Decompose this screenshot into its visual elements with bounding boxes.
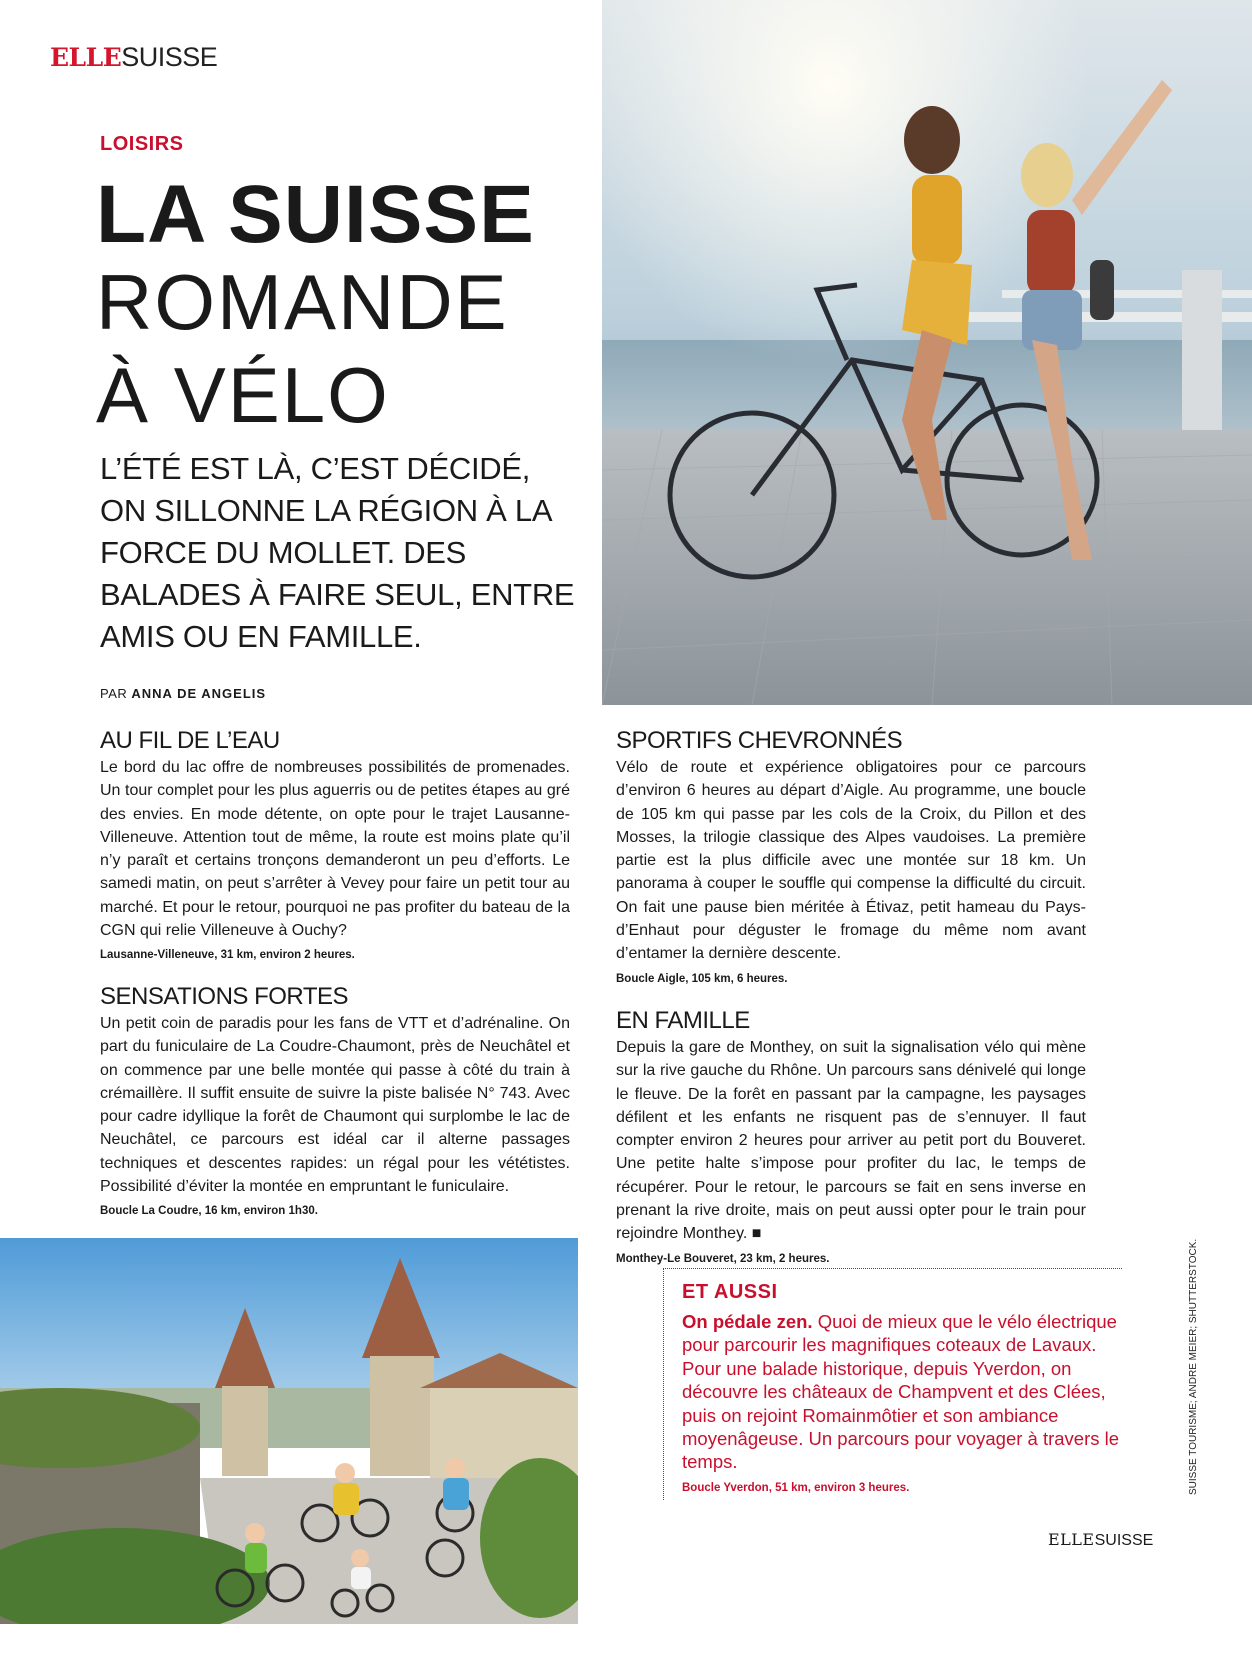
footer-brand-suisse: SUISSE (1094, 1532, 1154, 1549)
aside-route-info: Boucle Yverdon, 51 km, environ 3 heures. (682, 1481, 910, 1494)
headline-line-2: ROMANDE (96, 258, 509, 346)
brand-elle: ELLE (50, 43, 122, 72)
section-fil-de-leau (100, 728, 570, 968)
brand-suisse: SUISSE (121, 42, 218, 72)
section-sportifs-chevronnes (616, 728, 1086, 991)
route-info: Lausanne-Villeneuve, 31 km, environ 2 heures. (100, 949, 355, 962)
photo-credit-text: SUISSE TOURISME; ANDRE MEIER; SHUTTERSTOCK. (1188, 1238, 1199, 1495)
section-sensations-fortes (100, 984, 570, 1224)
aside-heading: ET AUSSI (682, 1281, 778, 1303)
headline-line-3: À VÉLO (96, 351, 390, 439)
section-body: Vélo de route et expérience obligatoires pour ce parcours d’environ 6 heures au départ d’Aigle. Au programme, une boucle de 105 km qui passe par les cols de la Croix, du Pillon et des Mosses, la trilogie classique des Alpes vaudoises. La première partie est la plus difficile avec une montée sur 18 km. Un panorama à couper le souffle qui compense la difficulté du circuit. On fait une pause bien méritée à Étivaz, petit hameau du Pays-d’Enhaut pour déguster le fromage du même nom avant d’entamer la dernière descente. (616, 759, 1086, 963)
route-info: Monthey-Le Bouveret, 23 km, 2 heures. (616, 1252, 830, 1265)
footer-brand-elle: ELLE (1048, 1530, 1095, 1549)
route-info: Boucle Aigle, 105 km, 6 heures. (616, 972, 788, 985)
section-body: Le bord du lac offre de nombreuses possibilités de promenades. Un tour complet pour les plus aguerris ou de petites étapes au gré des envies. En mode détente, on opte pour le trajet Lausanne-Villeneuve. Attention tout de même, la route est moins plate qu’il n’y paraît et certains tronçons demanderont un peu d’efforts. Le samedi matin, on peut s’arrêter à Vevey pour faire un petit tour au marché. Et pour le retour, pourquoi ne pas profiter du bateau de la CGN qui relie Villeneuve à Ouchy? (100, 759, 570, 940)
aside-text: Quoi de mieux que le vélo électrique pour parcourir les magnifiques coteaux de Lavaux. Pour une balade historique, depuis Yverdon, on découvre les châteaux de Champvent et des Clées, puis on rejoint Romainmôtier et son ambiance moyenâgeuse. Un parcours pour voyager à travers le temps. (682, 1311, 1120, 1473)
section-body: Un petit coin de paradis pour les fans de VTT et d’adrénaline. On part du funiculaire de La Coudre-Chaumont, près de Neuchâtel et on commence par une belle montée qui passe à côté du train à crémaillère. Il suffit ensuite de suivre la piste balisée N° 743. Avec pour cadre idyllique la forêt de Chaumont qui surplombe le lac de Neuchâtel, ce parcours est idéal car il alterne passages techniques et descentes rapides: un régal pour les vététistes. Possibilité d’éviter la montée en empruntant le funiculaire. (100, 1015, 570, 1196)
byline (100, 686, 266, 701)
section-en-famille (616, 1008, 1086, 1271)
route-info: Boucle La Coudre, 16 km, environ 1h30. (100, 1205, 318, 1218)
headline-line-1: LA SUISSE (96, 169, 535, 260)
hero-photo-cyclists (602, 0, 1252, 705)
section-kicker: LOISIRS (100, 133, 184, 155)
section-body: Depuis la gare de Monthey, on suit la signalisation vélo qui mène sur la rive gauche du Rhône. Un parcours sans dénivelé qui longe le fleuve. De la forêt en passant par la campagne, les paysages défilent et les enfants ne risquent pas de s’ennuyer. Il faut compter environ 2 heures pour arriver au petit port du Bouveret. Une petite halte s’impose pour profiter du lac, le temps de récupérer. Pour le retour, le parcours se fait en sens inverse en prenant la rive droite, mais on peut aussi opter pour le train pour rejoindre Monthey. ■ (616, 1039, 1086, 1243)
et-aussi-box (663, 1268, 1122, 1500)
byline-author: ANNA DE ANGELIS (131, 686, 267, 701)
section-heading: SENSATIONS FORTES (100, 983, 348, 1010)
aside-body (682, 1310, 1122, 1474)
section-heading: SPORTIFS CHEVRONNÉS (616, 727, 903, 754)
section-heading: AU FIL DE L’EAU (100, 727, 280, 754)
magazine-brand (50, 42, 217, 73)
byline-prefix: PAR (100, 686, 128, 701)
section-heading: EN FAMILLE (616, 1007, 750, 1034)
photo-credit (1188, 1238, 1199, 1655)
aside-lead: On pédale zen. (682, 1311, 813, 1332)
standfirst: L’ÉTÉ EST LÀ, C’EST DÉCIDÉ, ON SILLONNE LA RÉGION À LA FORCE DU MOLLET. DES BALADES À FAIRE SEUL, ENTRE AMIS OU EN FAMILLE. (100, 451, 575, 654)
footer-brand (1048, 1530, 1153, 1550)
family-cycling-photo (0, 1238, 578, 1624)
